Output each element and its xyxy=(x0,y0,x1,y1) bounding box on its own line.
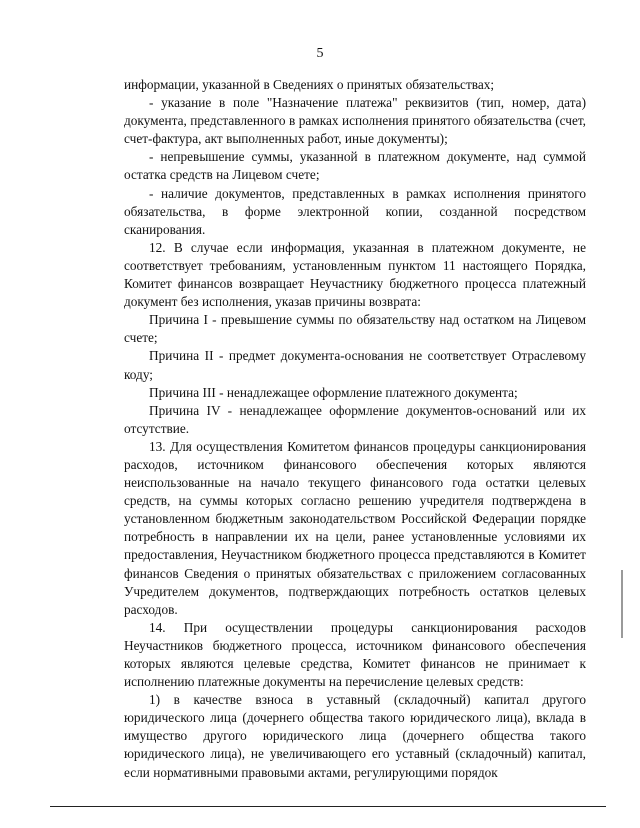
reason-4: Причина IV - ненадлежащее оформление документов-оснований или их отсутствие. xyxy=(124,402,586,436)
paragraph-14: 14. При осуществлении процедуры санкционирования расходов Неучастников бюджетного процесса, источником финансового обеспечения которых являются целевые средства, Комитет финансов не принимает к исполнению платежные документы на перечисление целевых средств: xyxy=(124,619,586,690)
list-item-payment-purpose: - указание в поле "Назначение платежа" реквизитов (тип, номер, дата) документа, представленного в рамках исполнения принятого обязательства (счет, счет-фактура, акт выполненных работ, иные документы); xyxy=(124,95,586,147)
body-text xyxy=(124,76,586,782)
page-bottom-line xyxy=(50,806,606,807)
scan-edge-mark xyxy=(621,570,623,638)
reason-3: Причина III - ненадлежащее оформление платежного документа; xyxy=(149,384,518,400)
page-number: 5 xyxy=(316,46,324,61)
paragraph-12: 12. В случае если информация, указанная в платежном документе, не соответствует требованиям, установленным пунктом 11 настоящего Порядка, Комитет финансов возвращает Неучастнику бюджетного процесса платежный документ без исполнения, указав причины возврата: xyxy=(124,239,586,310)
paragraph-13: 13. Для осуществления Комитетом финансов процедуры санкционирования расходов, источником финансового обеспечения которых являются неиспользованные на начало текущего финансового года остатки целевых средств, на суммы которых согласно решению учредителя подтверждена в установленном бюджетным законодательством Российской Федерации порядке потребность в направлении их на цели, ранее установленные условиями их предоставления, Неучастником бюджетного процесса представляются в Комитет финансов Сведения о принятых обязательствах с приложением согласованных Учредителем документов, подтверждающих потребность остатков целевых расходов. xyxy=(124,438,586,617)
paragraph-14-item-1: 1) в качестве взноса в уставный (складочный) капитал другого юридического лица (дочернего общества такого юридического лица), вклада в имущество другого юридического лица (дочернего общества такого юридического лица), не увеличивающего его уставный (складочный) капитал, если нормативными правовыми актами, регулирующими порядок xyxy=(124,692,586,780)
list-item-sum-not-exceeded: - непревышение суммы, указанной в платежном документе, над суммой остатка средств на Лицевом счете; xyxy=(124,149,586,183)
list-item-scanned-documents: - наличие документов, представленных в рамках исполнения принятого обязательства, в форме электронной копии, созданной посредством сканирования. xyxy=(124,185,586,237)
reason-2: Причина II - предмет документа-основания не соответствует Отраслевому коду; xyxy=(124,348,586,382)
reason-1: Причина I - превышение суммы по обязательству над остатком на Лицевом счете; xyxy=(124,312,586,346)
paragraph-continuation: информации, указанной в Сведениях о принятых обязательствах; xyxy=(124,77,495,92)
